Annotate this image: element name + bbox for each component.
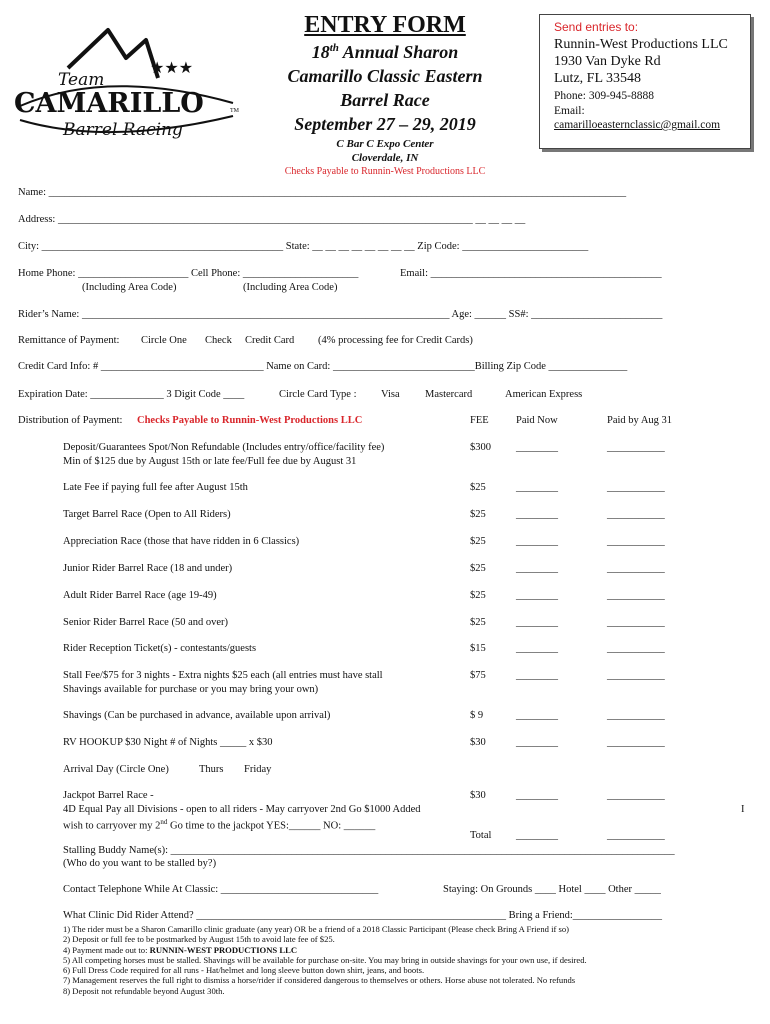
note-1: 1) The rider must be a Sharon Camarillo clinic graduate (any year) OR be a friend of a 2018 Classic Participant (Please check Bring A Friend if so) [63, 924, 570, 934]
send-heading: Send entries to: [554, 20, 639, 34]
note-5: 5) All competing horses must be stalled. Shavings will be available for purchase on-site. You may bring in outside shavings for your own use, if desired. [63, 954, 587, 965]
fee-item-amount: $25 [470, 482, 486, 493]
form-title: ENTRY FORM [304, 12, 466, 38]
fee-item-label: Junior Rider Barrel Race (18 and under) [63, 563, 233, 574]
fee-item-paid-now[interactable]: ________ [516, 643, 558, 654]
fee-item-paid-aug[interactable]: ___________ [607, 590, 665, 601]
fee-item-amount: $300 [470, 442, 491, 453]
fee-item-amount: $25 [470, 563, 486, 574]
title-line-4: September 27 – 29, 2019 [294, 114, 476, 134]
fee-item-label: Senior Rider Barrel Race (50 and over) [63, 617, 229, 628]
fee-item-amount: $25 [470, 590, 486, 601]
fee-item-paid-aug[interactable]: ___________ [607, 710, 665, 721]
fee-item-paid-aug[interactable]: ___________ [607, 670, 665, 681]
fee-header: FEE [470, 415, 489, 426]
fee-item-paid-aug[interactable]: ___________ [607, 442, 665, 453]
logo-name: CAMARILLO [14, 88, 204, 119]
name-field[interactable]: Name: ______________________________________________________________________________________________________________ [18, 187, 627, 198]
credit-card-option[interactable]: Credit Card [245, 335, 295, 346]
note-4: 4) Payment made out to: RUNNIN-WEST PRODUCTIONS LLC [63, 944, 298, 955]
fee-item-amount: $15 [470, 643, 486, 654]
jackpot-line-2: 4D Equal Pay all Divisions - open to all riders - May carryover 2nd Go $1000 Added [63, 804, 421, 815]
total-paid-aug[interactable]: ___________ [607, 830, 665, 841]
fee-item-amount: $25 [470, 509, 486, 520]
fee-item-paid-aug[interactable]: ___________ [607, 509, 665, 520]
fee-item-label-detail: Shavings available for purchase or you may bring your own) [63, 684, 319, 695]
home-phone-area-note: (Including Area Code) [82, 282, 177, 293]
jackpot-line-3[interactable]: wish to carryover my 2nd Go time to the jackpot YES:______ NO: ______ [63, 818, 376, 832]
note-6: 6) Full Dress Code required for all runs - Hat/helmet and long sleeve button down shirt, jeans, and boots. [63, 965, 425, 976]
send-email-label: Email: [554, 105, 585, 117]
stalling-buddy-note: (Who do you want to be stalled by?) [63, 858, 217, 869]
send-citystate: Lutz, FL 33548 [554, 71, 641, 86]
stalling-buddy-field[interactable]: Stalling Buddy Name(s): ________________________________________________________________________________________________ [63, 845, 675, 856]
fee-item-label: Shavings (Can be purchased in advance, available upon arrival) [63, 710, 331, 721]
fee-item-paid-aug[interactable]: ___________ [607, 737, 665, 748]
fee-item-label: Adult Rider Barrel Race (age 19-49) [63, 590, 217, 601]
logo-tm: TM [230, 108, 239, 114]
fee-item-paid-now[interactable]: ________ [516, 442, 558, 453]
note-2: 2) Deposit or full fee to be postmarked by August 15th to avoid late fee of $25. [63, 934, 335, 945]
title-line-2: Camarillo Classic Eastern [287, 66, 483, 86]
arrival-thurs[interactable]: Thurs [199, 764, 224, 775]
fee-item-label: Deposit/Guarantees Spot/Non Refundable (Includes entry/office/facility fee) [63, 442, 385, 453]
fee-item-paid-aug[interactable]: ___________ [607, 563, 665, 574]
city-state-zip-field[interactable]: City: ______________________________________________ State: __ __ __ __ __ __ __ __ Zip Code: ________________________ [18, 241, 589, 252]
fee-item-label: Target Barrel Race (Open to All Riders) [63, 509, 231, 520]
mastercard-option[interactable]: Mastercard [425, 389, 473, 400]
fee-item-amount: $30 [470, 737, 486, 748]
fee-item-paid-now[interactable]: ________ [516, 536, 558, 547]
arrival-friday[interactable]: Friday [244, 764, 272, 775]
arrival-label: Arrival Day (Circle One) [63, 764, 169, 775]
distribution-label: Distribution of Payment: [18, 415, 123, 426]
fee-item-label: Rider Reception Ticket(s) - contestants/guests [63, 643, 257, 654]
fee-item-paid-now[interactable]: ________ [516, 737, 558, 748]
expiration-field[interactable]: Expiration Date: ______________ 3 Digit Code ____ [18, 389, 245, 400]
fee-item-amount: $25 [470, 536, 486, 547]
fee-item-label: Stall Fee/$75 for 3 nights - Extra nights $25 each (all entries must have stall [63, 670, 383, 681]
fee-item-paid-aug[interactable]: ___________ [607, 482, 665, 493]
visa-option[interactable]: Visa [381, 389, 400, 400]
fee-item-amount: $ 9 [470, 710, 484, 721]
paid-now-header: Paid Now [516, 415, 558, 426]
rider-name-field[interactable]: Rider’s Name: ______________________________________________________________________ Age: ______ SS#: _________________________ [18, 309, 663, 320]
logo-sub: Barrel Racing [63, 120, 183, 140]
email-field[interactable]: Email: ____________________________________________ [400, 268, 662, 279]
fee-item-paid-now[interactable]: ________ [516, 710, 558, 721]
note-4-payee: RUNNIN-WEST PRODUCTIONS LLC [149, 944, 298, 955]
amex-option[interactable]: American Express [505, 389, 583, 400]
send-email[interactable]: camarilloeasternclassic@gmail.com [554, 119, 721, 131]
card-type-label: Circle Card Type : [279, 389, 357, 400]
contact-phone-field[interactable]: Contact Telephone While At Classic: ______________________________ [63, 884, 379, 895]
send-phone: Phone: 309-945-8888 [554, 90, 654, 102]
address-field[interactable]: Address: _______________________________________________________________________________ __ __ __ __ [18, 214, 526, 225]
jackpot-line-1: Jackpot Barrel Race - [63, 790, 154, 801]
fee-item-paid-aug[interactable]: ___________ [607, 617, 665, 628]
fee-item-paid-aug[interactable]: ___________ [607, 536, 665, 547]
fee-item-paid-now[interactable]: ________ [516, 563, 558, 574]
rules-notes [63, 924, 587, 996]
cell-phone-area-note: (Including Area Code) [243, 282, 338, 293]
jackpot-paid-aug[interactable]: ___________ [607, 790, 665, 801]
total-paid-now[interactable]: ________ [516, 830, 558, 841]
fee-item-paid-now[interactable]: ________ [516, 590, 558, 601]
checks-payable-note: Checks Payable to Runnin-West Productions LLC [284, 166, 486, 177]
fee-item-paid-now[interactable]: ________ [516, 482, 558, 493]
venue: C Bar C Expo Center [336, 138, 434, 150]
note-8: 8) Deposit not refundable beyond August 30th. [63, 985, 225, 996]
phone-field[interactable]: Home Phone: _____________________ Cell Phone: ______________________ [18, 268, 359, 279]
send-street: 1930 Van Dyke Rd [554, 54, 661, 69]
total-label: Total [470, 830, 492, 841]
distribution-checks-note: Checks Payable to Runnin-West Productions LLC [137, 415, 363, 426]
jackpot-fee: $30 [470, 790, 486, 801]
fee-item-label: RV HOOKUP $30 Night # of Nights _____ x $30 [63, 737, 273, 748]
clinic-field[interactable]: What Clinic Did Rider Attend? ___________________________________________________________ Bring a Friend:_________________ [63, 910, 663, 921]
title-line-1: 18th Annual Sharon [311, 42, 459, 62]
logo-team: Team [58, 70, 105, 90]
venue-city: Cloverdale, IN [351, 152, 419, 164]
title-line-3: Barrel Race [340, 90, 430, 110]
jackpot-paid-now[interactable]: ________ [516, 790, 558, 801]
send-entries-box [539, 14, 751, 149]
note-7: 7) Management reserves the full right to dismiss a horse/rider if considered dangerous to themselves or others. Horse abuse not tolerated. No refunds [63, 975, 576, 986]
staying-field[interactable]: Staying: On Grounds ____ Hotel ____ Other _____ [443, 884, 661, 895]
fee-item-paid-now[interactable]: ________ [516, 670, 558, 681]
fee-item-label: Late Fee if paying full fee after August 15th [63, 482, 248, 493]
svg-text:★★★: ★★★ [150, 60, 194, 77]
fee-item-amount: $75 [470, 670, 486, 681]
remittance-label: Remittance of Payment: [18, 335, 120, 346]
credit-card-info-field[interactable]: Credit Card Info: # _______________________________ Name on Card: ___________________________Billing Zip Code _______________ [18, 361, 628, 372]
processing-fee-note: (4% processing fee for Credit Cards) [318, 335, 473, 346]
fee-item-paid-now[interactable]: ________ [516, 509, 558, 520]
fee-item-paid-aug[interactable]: ___________ [607, 643, 665, 654]
send-company: Runnin-West Productions LLC [554, 37, 728, 52]
fee-item-paid-now[interactable]: ________ [516, 617, 558, 628]
team-camarillo-logo [8, 18, 248, 148]
fee-item-amount: $25 [470, 617, 486, 628]
paid-aug-header: Paid by Aug 31 [607, 415, 673, 426]
stray-mark: I [741, 804, 745, 815]
fee-item-label: Appreciation Race (those that have ridden in 6 Classics) [63, 536, 300, 547]
circle-one-label: Circle One [141, 335, 187, 346]
fee-item-label-detail: Min of $125 due by August 15th or late fee/Full fee due by August 31 [63, 456, 357, 467]
check-option[interactable]: Check [205, 335, 232, 346]
